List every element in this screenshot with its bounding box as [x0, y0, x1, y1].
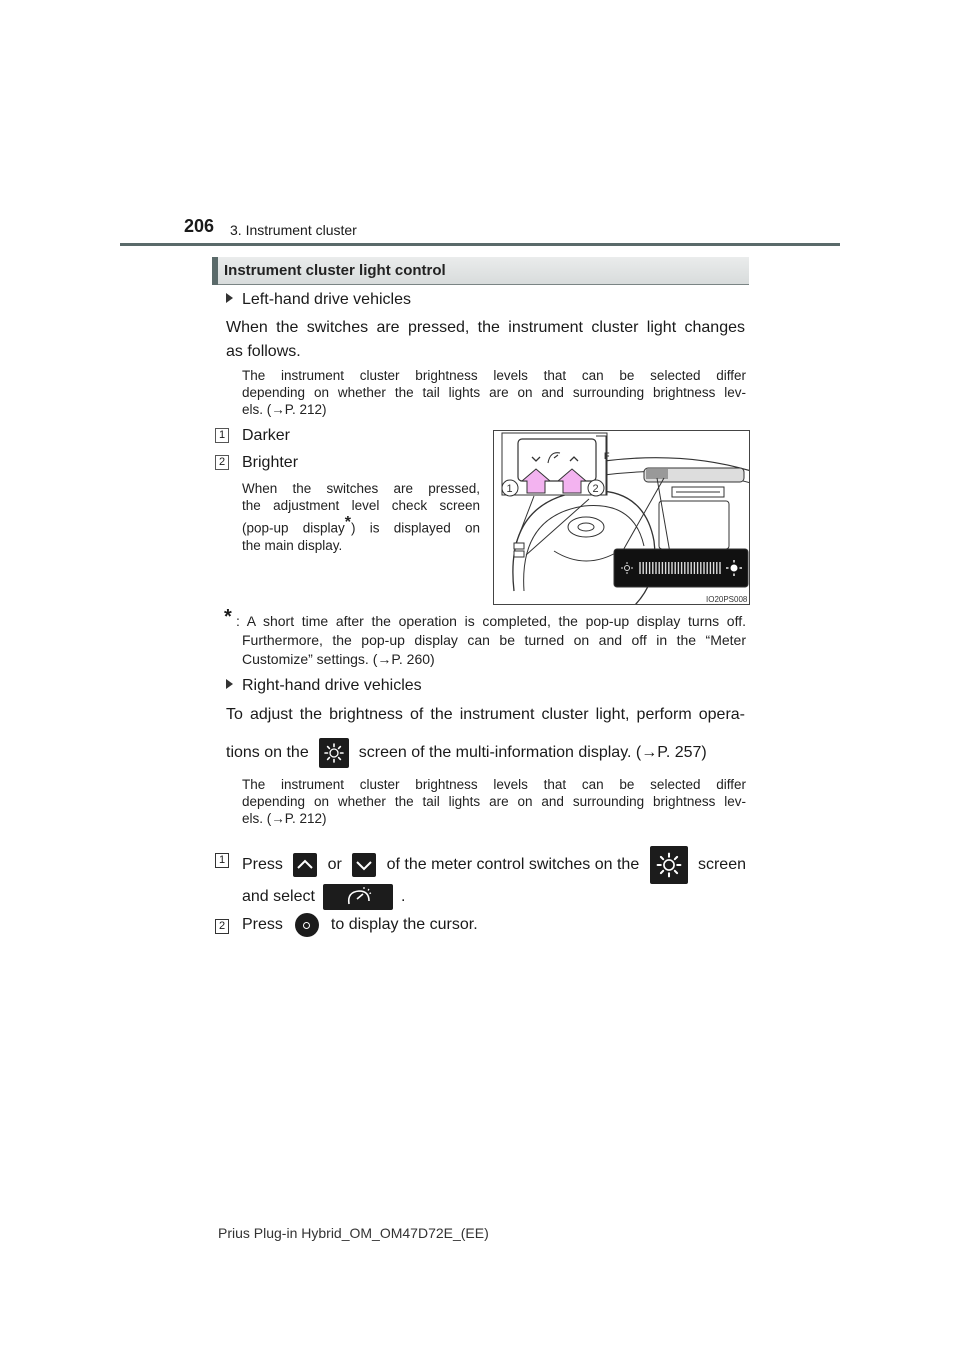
rhd-note: The instrument cluster brightness levels that can be selected differ depending on whether the tail lights are on and surrounding brightness lev- els. (→P. 212)	[242, 777, 746, 826]
triangle-bullet-icon	[226, 293, 233, 303]
footnote-star: *	[344, 514, 352, 531]
illustration-drawing	[494, 431, 750, 605]
lhd-note: The instrument cluster brightness levels that can be selected differ depending on whether the tail lights are on and surrounding brightness lev- els. (→P. 212)	[242, 368, 746, 417]
rhd-heading: Right-hand drive vehicles	[226, 677, 422, 695]
settings-screen-icon	[650, 846, 688, 884]
section-accent	[212, 257, 218, 285]
header-rule	[120, 243, 840, 246]
step-2-line: Press to display the cursor.	[242, 913, 478, 937]
figure-label-2: 2	[592, 483, 599, 495]
lhd-heading: Left-hand drive vehicles	[226, 291, 411, 309]
rhd-paragraph-line1: To adjust the brightness of the instrument cluster light, perform opera-	[226, 706, 745, 723]
figure-label-f: F	[604, 451, 610, 461]
figure-code: IO20PS008	[706, 595, 748, 604]
footnote-text: : A short time after the operation is completed, the pop-up display turns off. Furthermore, the pop-up display can be turned on and off in the “Meter Customize” settings. (→P. 260)	[236, 613, 746, 667]
step-number-1: 1	[215, 853, 229, 868]
chapter-title: 3. Instrument cluster	[230, 222, 357, 238]
section-heading-bar	[212, 257, 749, 285]
item-brighter-label: Brighter	[242, 454, 299, 471]
footer-manual-id: Prius Plug-in Hybrid_OM_OM47D72E_(EE)	[218, 1225, 489, 1241]
item-number-2: 2	[215, 455, 229, 470]
figure-label-1: 1	[506, 483, 513, 495]
section-title: Instrument cluster light control	[224, 262, 446, 279]
lhd-paragraph: When the switches are pressed, the instrument cluster light changes as follows.	[226, 319, 745, 360]
steering-switch-illustration	[493, 430, 750, 605]
step-1-line2: and select .	[242, 884, 405, 910]
rhd-paragraph-line2: tions on the screen of the multi-information display. (→P. 257)	[226, 738, 745, 768]
step-1-line1: Press or of the meter control switches on the screen	[242, 846, 746, 884]
meter-brightness-icon	[323, 884, 393, 910]
footnote-marker: *	[224, 606, 232, 628]
item-number-1: 1	[215, 428, 229, 443]
step-number-2: 2	[215, 919, 229, 934]
enter-button-icon	[295, 913, 319, 937]
item-darker-label: Darker	[242, 427, 291, 444]
page-number: 206	[184, 216, 215, 236]
down-switch-icon	[352, 853, 376, 877]
up-switch-icon	[293, 853, 317, 877]
settings-screen-icon	[319, 738, 349, 768]
item2-note: When the switches are pressed, the adjustment level check screen (pop-up display*) is displayed on the main display.	[242, 481, 480, 553]
triangle-bullet-icon	[226, 679, 233, 689]
